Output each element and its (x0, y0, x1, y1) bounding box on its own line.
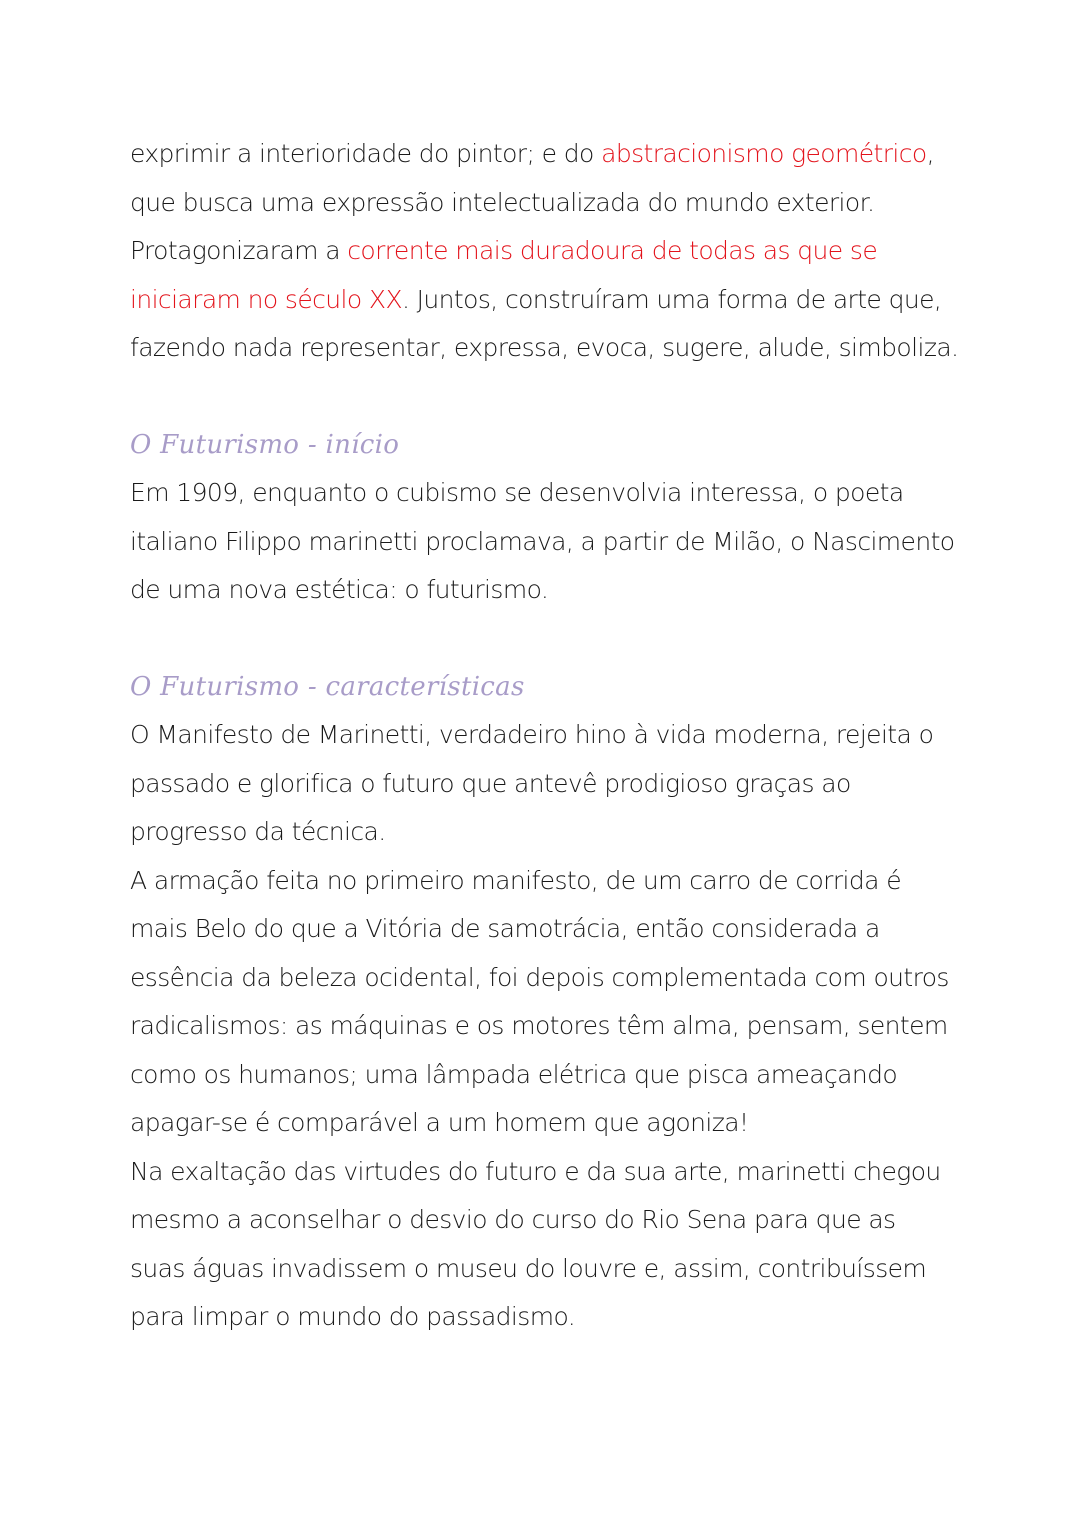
text-line: exprimir a interioridade do pintor; e do abstracionismo geométrico, (130, 139, 934, 168)
text-line: Protagonizaram a corrente mais duradoura de todas as que se (130, 236, 878, 265)
text-line: radicalismos: as máquinas e os motores têm alma, pensam, sentem (130, 1011, 948, 1040)
text-line: Em 1909, enquanto o cubismo se desenvolvia interessa, o poeta (130, 478, 904, 507)
text-line: italiano Filippo marinetti proclamava, a partir de Milão, o Nascimento (130, 526, 955, 556)
text-line: que busca uma expressão intelectualizada do mundo exterior. (130, 187, 875, 217)
text-line: como os humanos; uma lâmpada elétrica que pisca ameaçando (130, 1059, 898, 1089)
section-heading-caracteristicas: O Futurismo - características (130, 671, 525, 702)
document-page (130, 130, 959, 1342)
highlight-text: iniciaram no século XX (130, 284, 402, 314)
text-line: suas águas invadissem o museu do louvre e, assim, contribuíssem (130, 1253, 927, 1283)
text-line: para limpar o mundo do passadismo. (130, 1302, 576, 1331)
text-line: fazendo nada representar, expressa, evoca, sugere, alude, simboliza. (130, 333, 959, 362)
text-line: mesmo a aconselhar o desvio do curso do Rio Sena para que as (130, 1205, 896, 1234)
text-line: iniciaram no século XX. Juntos, construíram uma forma de arte que, (130, 284, 942, 314)
highlight-text: abstracionismo geométrico (601, 139, 927, 168)
text-line: essência da beleza ocidental, foi depois complementada com outros (130, 962, 949, 992)
text-line: O Manifesto de Marinetti, verdadeiro hino à vida moderna, rejeita o (130, 720, 934, 749)
text-line: A armação feita no primeiro manifesto, de um carro de corrida é (130, 865, 901, 895)
text-line: passado e glorifica o futuro que antevê prodigioso graças ao (130, 768, 851, 798)
text-line: de uma nova estética: o futurismo. (130, 575, 549, 604)
text-line: apagar-se é comparável a um homem que agoniza! (130, 1108, 749, 1137)
highlight-text: corrente mais duradoura de todas as que se (347, 236, 878, 265)
text-line: mais Belo do que a Vitória de samotrácia, então considerada a (130, 914, 880, 943)
text-line: Na exaltação das virtudes do futuro e da sua arte, marinetti chegou (130, 1156, 941, 1186)
text-line: progresso da técnica. (130, 817, 386, 846)
section-heading-inicio: O Futurismo - início (130, 429, 400, 460)
